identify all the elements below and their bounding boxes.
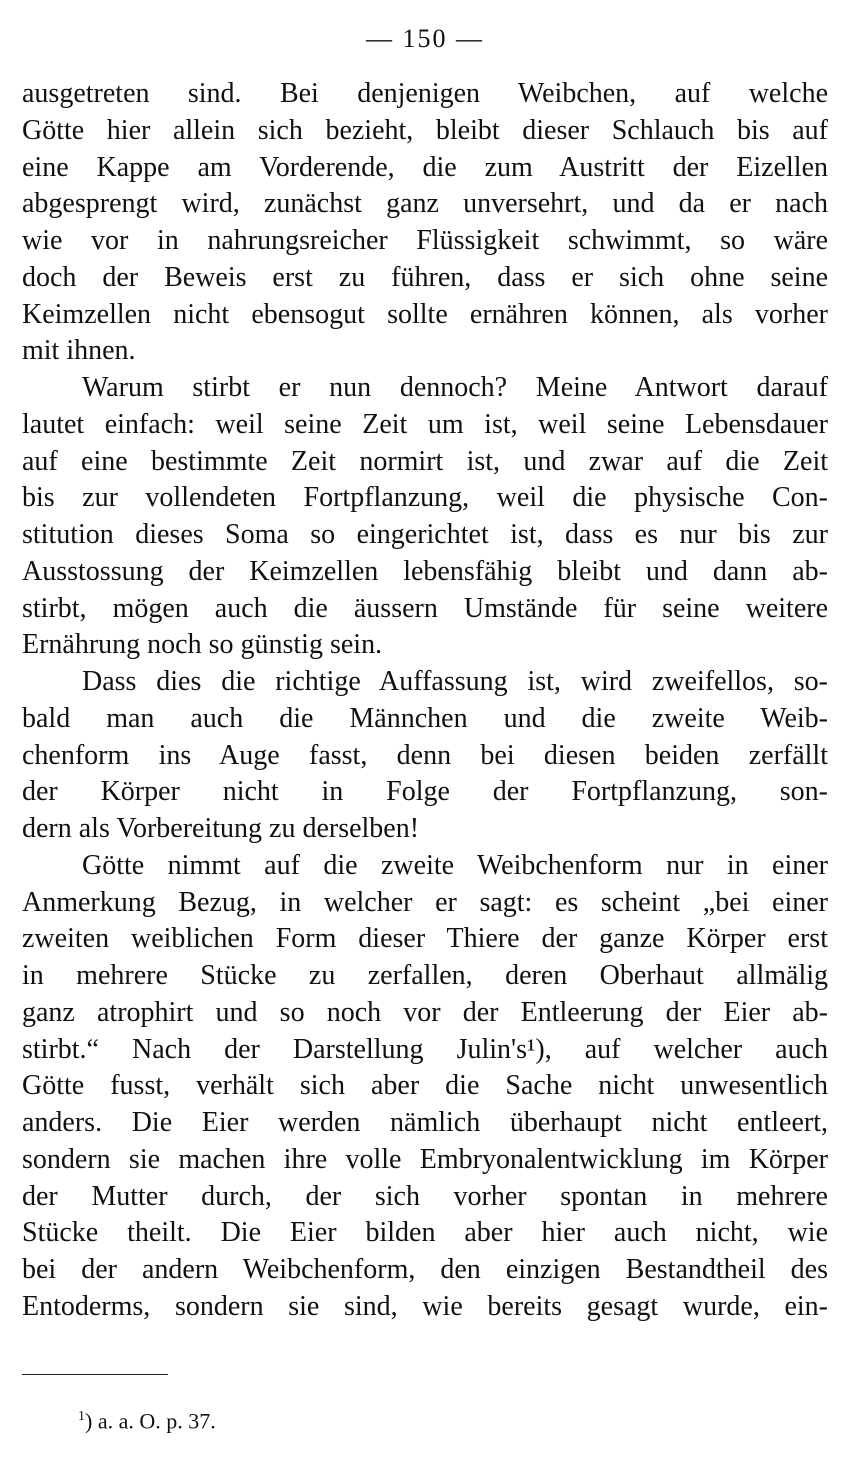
text-line: anders. Die Eier werden nämlich überhaupt nicht entleert, [22,1107,828,1138]
text-line: bald man auch die Männchen und die zweite Weib- [22,702,828,734]
text-line: abgesprengt wird, zunächst ganz unversehrt, und da er nach [22,188,828,220]
footnote-text: ) a. a. O. p. 37. [85,1408,216,1434]
body-text [22,76,828,1326]
text-line: eine Kappe am Vorderende, die zum Austritt der Eizellen [22,151,828,183]
text-line: Ausstossung der Keimzellen lebensfähig bleibt und dann ab- [22,555,828,587]
footnote-divider [22,1374,168,1375]
text-line: wie vor in nahrungsreicher Flüssigkeit schwimmt, so wäre [22,225,828,256]
text-line: stitution dieses Soma so eingerichtet ist, dass es nur bis zur [22,519,828,550]
text-line: sondern sie machen ihre volle Embryonalentwicklung im Körper [22,1143,828,1175]
text-line: zweiten weiblichen Form dieser Thiere der ganze Körper erst [22,923,828,955]
text-line: bis zur vollendeten Fortpflanzung, weil die physische Con- [22,482,828,514]
text-line: Keimzellen nicht ebensogut sollte ernähren können, als vorher [22,298,828,330]
text-line: mit ihnen. [22,335,136,367]
page-number: — 150 — [366,24,484,53]
text-line: stirbt.“ Nach der Darstellung Julin's¹), auf welcher auch [22,1033,828,1065]
text-line: chenform ins Auge fasst, denn bei diesen beiden zerfällt [22,739,828,771]
footnote-marker: 1 [78,1409,85,1424]
text-line: Stücke theilt. Die Eier bilden aber hier auch nicht, wie [22,1217,828,1249]
text-line: ganz atrophirt und so noch vor der Entleerung der Eier ab- [22,996,828,1028]
text-line: der Mutter durch, der sich vorher spontan in mehrere [22,1180,828,1212]
text-line: doch der Beweis erst zu führen, dass er sich ohne seine [22,261,828,293]
text-line: lautet einfach: weil seine Zeit um ist, weil seine Lebensdauer [22,408,828,440]
text-line: in mehrere Stücke zu zerfallen, deren Oberhaut allmälig [22,960,828,991]
text-line: Anmerkung Bezug, in welcher er sagt: es scheint „bei einer [22,886,828,918]
text-line: ausgetreten sind. Bei denjenigen Weibchen, auf welche [22,78,828,109]
text-line: Götte fusst, verhält sich aber die Sache nicht unwesentlich [22,1070,828,1102]
text-line: stirbt, mögen auch die äussern Umstände für seine weitere [22,592,828,624]
text-line: auf eine bestimmte Zeit normirt ist, und zwar auf die Zeit [22,445,828,477]
text-line: Warum stirbt er nun dennoch? Meine Antwort darauf [82,372,828,403]
text-line: der Körper nicht in Folge der Fortpflanzung, son- [22,776,828,808]
text-line: bei der andern Weibchenform, den einzigen Bestandtheil des [22,1254,828,1285]
text-line: Dass dies die richtige Auffassung ist, wird zweifellos, so- [82,666,828,697]
footnote [78,1404,216,1434]
text-line: Götte hier allein sich bezieht, bleibt dieser Schlauch bis auf [22,114,828,146]
text-line: Entoderms, sondern sie sind, wie bereits gesagt wurde, ein- [22,1290,828,1322]
text-line: Götte nimmt auf die zweite Weibchenform nur in einer [82,849,828,881]
text-line: Ernährung noch so günstig sein. [22,629,383,661]
text-line: dern als Vorbereitung zu derselben! [22,813,420,844]
